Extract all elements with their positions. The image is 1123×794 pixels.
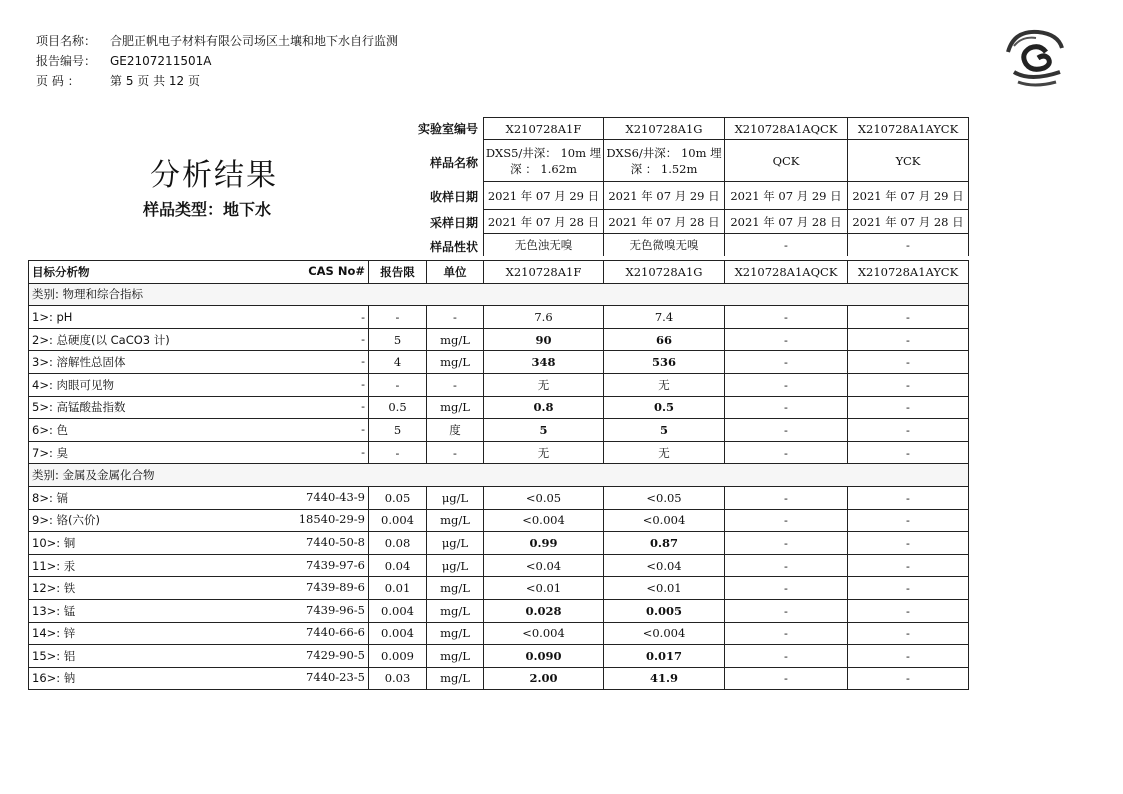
receive-date-label: 收样日期: [429, 190, 478, 204]
value-cell: -: [848, 645, 969, 668]
value-cell: -: [725, 328, 848, 351]
value-cell: 无: [604, 441, 725, 464]
analyte-cell: [29, 645, 369, 668]
value-cell: 0.090: [484, 645, 604, 668]
limit-cell: 5: [369, 328, 427, 351]
receive-date-row: [484, 182, 969, 210]
limit-cell: 0.03: [369, 667, 427, 690]
limit-cell: 0.004: [369, 509, 427, 532]
table-row: [29, 622, 969, 645]
limit-cell: -: [369, 306, 427, 329]
analyte-name: 15>: 铝: [32, 648, 76, 663]
value-cell: <0.05: [484, 486, 604, 509]
value-cell: -: [725, 306, 848, 329]
value-cell: 0.87: [604, 532, 725, 555]
limit-cell: 0.01: [369, 577, 427, 600]
unit-cell: μg/L: [427, 486, 484, 509]
receive-date-cell: 2021 年 07 月 29 日: [484, 182, 604, 210]
analyte-name: 7>: 臭: [32, 445, 68, 460]
cas-number: -: [361, 354, 365, 369]
table-row: [29, 486, 969, 509]
table-row: [29, 328, 969, 351]
value-cell: 无: [484, 373, 604, 396]
sample-name-line1: DXS6/井深： 10m 埋: [606, 145, 722, 160]
cas-number: -: [361, 421, 365, 436]
property-cell: -: [848, 234, 969, 256]
value-cell: 0.028: [484, 599, 604, 622]
value-cell: 536: [604, 351, 725, 374]
analyte-cell: [29, 419, 369, 442]
value-cell: <0.04: [484, 554, 604, 577]
results-body: [29, 283, 969, 690]
page-title: 分析结果: [150, 158, 278, 193]
analyte-name: 4>: 肉眼可见物: [32, 377, 114, 392]
unit-cell: -: [427, 441, 484, 464]
property-cell: 无色微嗅无嗅: [604, 234, 725, 256]
limit-cell: -: [369, 441, 427, 464]
unit-cell: mg/L: [427, 351, 484, 374]
results-table: [28, 260, 969, 690]
table-row: [29, 577, 969, 600]
value-cell: -: [725, 351, 848, 374]
value-cell: <0.01: [484, 577, 604, 600]
limit-cell: 0.04: [369, 554, 427, 577]
value-cell: -: [725, 419, 848, 442]
limit-cell: 0.004: [369, 599, 427, 622]
cas-number: 18540-29-9: [298, 512, 365, 527]
sample-info-table: [483, 117, 969, 256]
analyte-name: 10>: 铜: [32, 535, 76, 550]
analyte-name: 13>: 锰: [32, 603, 76, 618]
value-cell: 348: [484, 351, 604, 374]
unit-cell: μg/L: [427, 554, 484, 577]
sample-type: 样品类型：地下水: [143, 200, 272, 219]
value-cell: -: [725, 373, 848, 396]
cas-number: -: [361, 331, 365, 346]
unit-cell: μg/L: [427, 532, 484, 555]
cas-number: 7440-66-6: [306, 625, 365, 640]
value-cell: 41.9: [604, 667, 725, 690]
value-cell: -: [725, 645, 848, 668]
value-cell: 0.005: [604, 599, 725, 622]
sample-name-label: 样品名称: [429, 156, 478, 170]
value-cell: 5: [484, 419, 604, 442]
sample-date-cell: 2021 年 07 月 28 日: [484, 210, 604, 234]
analyte-cell: [29, 622, 369, 645]
report-no-label: 报告编号：: [36, 54, 97, 68]
category-label: 类别: 金属及金属化合物: [29, 464, 969, 487]
sample-name-row: [484, 140, 969, 182]
value-cell: -: [848, 373, 969, 396]
cas-number: 7439-96-5: [306, 602, 365, 617]
value-cell: -: [848, 486, 969, 509]
limit-cell: 0.08: [369, 532, 427, 555]
limit-header: 报告限: [369, 261, 427, 284]
report-no-line: [36, 52, 211, 69]
sample-name-cell: [484, 140, 604, 182]
value-cell: -: [725, 509, 848, 532]
value-cell: <0.01: [604, 577, 725, 600]
lab-id-cell: X210728A1AYCK: [848, 118, 969, 140]
value-cell: -: [725, 396, 848, 419]
sample-name-line1: DXS5/井深： 10m 埋: [485, 145, 602, 160]
unit-header: 单位: [427, 261, 484, 284]
table-header-row: [29, 261, 969, 284]
receive-date-cell: 2021 年 07 月 29 日: [725, 182, 848, 210]
value-cell: 90: [484, 328, 604, 351]
page-label: 页 码 ：: [36, 74, 80, 88]
sample-header: X210728A1F: [484, 261, 604, 284]
value-cell: <0.004: [604, 622, 725, 645]
project-name-label: 项目名称：: [36, 34, 97, 48]
analyte-name: 14>: 锌: [32, 626, 76, 641]
table-row: [29, 645, 969, 668]
value-cell: -: [848, 622, 969, 645]
analyte-cell: [29, 373, 369, 396]
analyte-name: 6>: 色: [32, 422, 68, 437]
cas-number: 7439-97-6: [306, 557, 365, 572]
value-cell: <0.004: [604, 509, 725, 532]
sample-name-cell: [604, 140, 725, 182]
unit-cell: mg/L: [427, 577, 484, 600]
sample-header: X210728A1AYCK: [848, 261, 969, 284]
limit-cell: 0.05: [369, 486, 427, 509]
project-name-line: [36, 32, 398, 49]
cas-number: -: [361, 309, 365, 324]
value-cell: -: [725, 622, 848, 645]
category-row: [29, 283, 969, 306]
value-cell: -: [848, 396, 969, 419]
value-cell: -: [848, 441, 969, 464]
page-line: [36, 72, 200, 89]
value-cell: 5: [604, 419, 725, 442]
cas-number: 7439-89-6: [306, 580, 365, 595]
analyte-name: 1>: pH: [32, 309, 73, 324]
table-row: [29, 351, 969, 374]
value-cell: 0.99: [484, 532, 604, 555]
sample-name-cell: YCK: [848, 140, 969, 182]
cas-number: 7440-43-9: [306, 489, 365, 504]
analyte-cell: [29, 509, 369, 532]
value-cell: -: [725, 599, 848, 622]
value-cell: 无: [484, 441, 604, 464]
analyte-name: 9>: 铬(六价): [32, 513, 100, 528]
table-row: [29, 554, 969, 577]
table-row: [29, 441, 969, 464]
value-cell: -: [725, 577, 848, 600]
lab-id-label: 实验室编号: [417, 122, 478, 136]
analyte-cell: [29, 351, 369, 374]
unit-cell: mg/L: [427, 599, 484, 622]
analyte-name: 2>: 总硬度(以 CaCO3 计): [32, 332, 170, 347]
value-cell: <0.004: [484, 509, 604, 532]
sample-property-label: 样品性状: [429, 240, 478, 254]
unit-cell: mg/L: [427, 645, 484, 668]
cas-number: 7429-90-5: [306, 647, 365, 662]
value-cell: 0.5: [604, 396, 725, 419]
unit-cell: 度: [427, 419, 484, 442]
lab-id-cell: X210728A1G: [604, 118, 725, 140]
sample-property-row: [484, 234, 969, 256]
table-row: [29, 667, 969, 690]
analyte-name: 11>: 汞: [32, 558, 76, 573]
table-row: [29, 599, 969, 622]
receive-date-cell: 2021 年 07 月 29 日: [848, 182, 969, 210]
lab-id-cell: X210728A1AQCK: [725, 118, 848, 140]
value-cell: -: [848, 532, 969, 555]
report-no: GE2107211501A: [110, 54, 212, 68]
cas-header-label: CAS No#: [308, 263, 365, 278]
sample-date-cell: 2021 年 07 月 28 日: [725, 210, 848, 234]
analyte-name: 16>: 钠: [32, 671, 76, 686]
value-cell: <0.004: [484, 622, 604, 645]
table-row: [29, 396, 969, 419]
company-logo-icon: [1000, 22, 1072, 94]
analyte-name: 12>: 铁: [32, 581, 76, 596]
cas-number: -: [361, 376, 365, 391]
value-cell: -: [848, 328, 969, 351]
category-label: 类别: 物理和综合指标: [29, 283, 969, 306]
limit-cell: 0.004: [369, 622, 427, 645]
table-row: [29, 373, 969, 396]
value-cell: -: [848, 509, 969, 532]
sample-name-line2: 深 ： 1.62m: [510, 161, 577, 176]
limit-cell: 5: [369, 419, 427, 442]
analyte-cell: [29, 554, 369, 577]
value-cell: -: [725, 554, 848, 577]
value-cell: -: [725, 441, 848, 464]
analyte-cell: [29, 577, 369, 600]
sample-header: X210728A1AQCK: [725, 261, 848, 284]
value-cell: 0.017: [604, 645, 725, 668]
analyte-name: 3>: 溶解性总固体: [32, 355, 126, 370]
unit-cell: mg/L: [427, 396, 484, 419]
analyte-header-label: 目标分析物: [32, 264, 90, 279]
limit-cell: 4: [369, 351, 427, 374]
category-row: [29, 464, 969, 487]
unit-cell: -: [427, 306, 484, 329]
sample-name-line2: 深 ： 1.52m: [630, 161, 698, 176]
cas-number: 7440-23-5: [306, 670, 365, 685]
analyte-cell: [29, 599, 369, 622]
unit-cell: mg/L: [427, 509, 484, 532]
value-cell: 7.6: [484, 306, 604, 329]
unit-cell: mg/L: [427, 622, 484, 645]
value-cell: -: [848, 351, 969, 374]
sample-name-cell: QCK: [725, 140, 848, 182]
analyte-cell: [29, 396, 369, 419]
value-cell: <0.04: [604, 554, 725, 577]
limit-cell: 0.009: [369, 645, 427, 668]
analyte-name: 8>: 镉: [32, 490, 68, 505]
value-cell: 7.4: [604, 306, 725, 329]
analyte-header: [29, 261, 369, 284]
value-cell: -: [848, 577, 969, 600]
receive-date-cell: 2021 年 07 月 29 日: [604, 182, 725, 210]
sample-date-row: [484, 210, 969, 234]
value-cell: <0.05: [604, 486, 725, 509]
lab-id-cell: X210728A1F: [484, 118, 604, 140]
cas-number: -: [361, 444, 365, 459]
table-row: [29, 532, 969, 555]
unit-cell: -: [427, 373, 484, 396]
value-cell: -: [848, 419, 969, 442]
analyte-cell: [29, 486, 369, 509]
limit-cell: -: [369, 373, 427, 396]
analyte-cell: [29, 441, 369, 464]
analyte-cell: [29, 532, 369, 555]
unit-cell: mg/L: [427, 667, 484, 690]
value-cell: -: [725, 486, 848, 509]
analyte-cell: [29, 306, 369, 329]
sample-header: X210728A1G: [604, 261, 725, 284]
project-name: 合肥正帆电子材料有限公司场区土壤和地下水自行监测: [110, 34, 399, 48]
analyte-cell: [29, 328, 369, 351]
value-cell: -: [725, 667, 848, 690]
value-cell: -: [848, 306, 969, 329]
value-cell: 无: [604, 373, 725, 396]
value-cell: 0.8: [484, 396, 604, 419]
value-cell: 66: [604, 328, 725, 351]
analyte-name: 5>: 高锰酸盐指数: [32, 400, 126, 415]
value-cell: -: [848, 599, 969, 622]
cas-number: 7440-50-8: [306, 534, 365, 549]
property-cell: 无色浊无嗅: [484, 234, 604, 256]
unit-cell: mg/L: [427, 328, 484, 351]
value-cell: -: [848, 554, 969, 577]
sample-date-label: 采样日期: [429, 216, 478, 230]
table-row: [29, 306, 969, 329]
lab-id-row: [484, 118, 969, 140]
table-row: [29, 419, 969, 442]
sample-date-cell: 2021 年 07 月 28 日: [604, 210, 725, 234]
analyte-cell: [29, 667, 369, 690]
property-cell: -: [725, 234, 848, 256]
value-cell: 2.00: [484, 667, 604, 690]
value-cell: -: [848, 667, 969, 690]
sample-date-cell: 2021 年 07 月 28 日: [848, 210, 969, 234]
cas-number: -: [361, 399, 365, 414]
value-cell: -: [725, 532, 848, 555]
page-value: 第 5 页 共 12 页: [110, 74, 200, 88]
table-row: [29, 509, 969, 532]
limit-cell: 0.5: [369, 396, 427, 419]
